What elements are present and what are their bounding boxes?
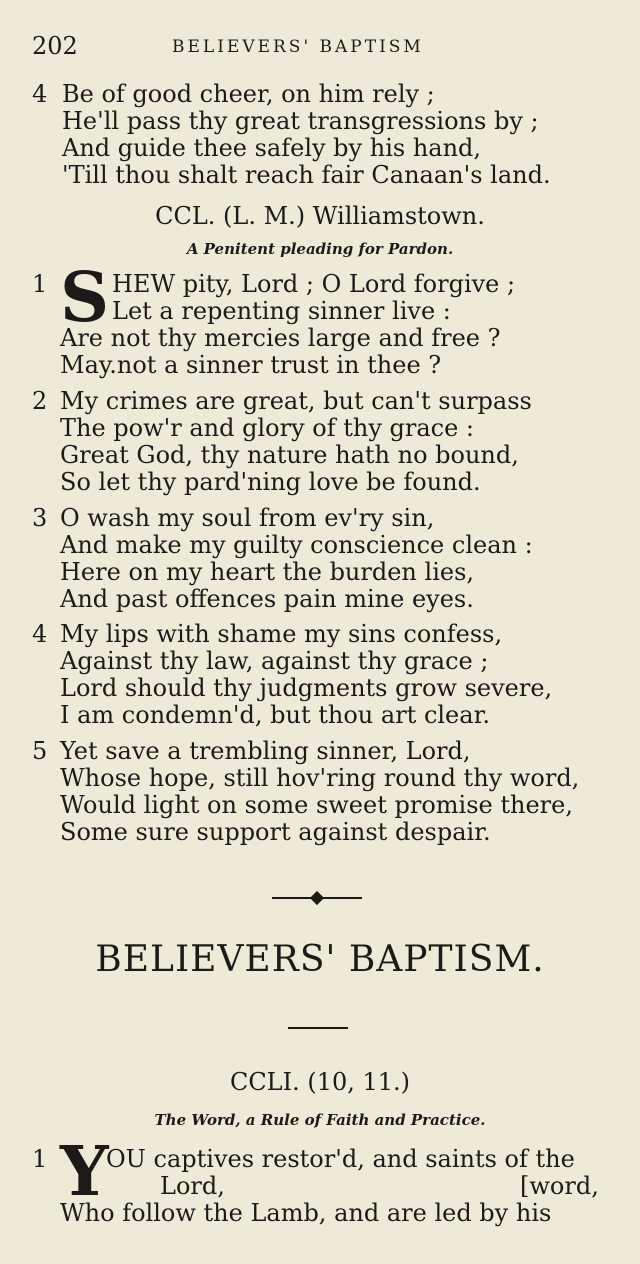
verse-line: May.not a sinner trust in thee ? (60, 351, 442, 379)
stanza-number: 2 (32, 387, 48, 415)
page-number: 202 (32, 32, 78, 60)
verse-line: Let a repenting sinner live : (112, 297, 451, 325)
verse-line: Against thy law, against thy grace ; (60, 647, 489, 675)
verse-line: O wash my soul from ev'ry sin, (60, 504, 435, 532)
verse-line: 'Till thou shalt reach fair Canaan's land. (62, 161, 551, 189)
verse-line: Lord should thy judgments grow severe, (60, 674, 553, 702)
hymn-subtitle: The Word, a Rule of Faith and Practice. (154, 1111, 486, 1129)
hymn-subtitle: A Penitent pleading for Pardon. (186, 240, 454, 258)
hymn-heading: CCL. (L. M.) Williamstown. (155, 202, 485, 230)
verse-line: Great God, thy nature hath no bound, (60, 441, 519, 469)
verse-line: My lips with shame my sins confess, (60, 620, 503, 648)
drop-cap: S (60, 258, 110, 338)
running-title: BELIEVERS' BAPTISM (172, 37, 424, 57)
verse-line: Some sure support against despair. (60, 818, 491, 846)
verse-line: I am condemn'd, but thou art clear. (60, 701, 491, 729)
drop-cap: Y (60, 1132, 109, 1212)
section-rule (288, 1027, 348, 1029)
stanza-number: 4 (32, 80, 48, 108)
verse-line: He'll pass thy great transgressions by ; (62, 107, 539, 135)
ornament-rule-right (322, 897, 362, 899)
verse-line: The pow'r and glory of thy grace : (60, 414, 475, 442)
verse-line: HEW pity, Lord ; O Lord forgive ; (112, 270, 516, 298)
verse-line: Lord, (160, 1172, 225, 1200)
verse-line: Who follow the Lamb, and are led by his (60, 1199, 552, 1227)
verse-line: My crimes are great, but can't surpass (60, 387, 532, 415)
stanza-number: 3 (32, 504, 48, 532)
stanza-number: 1 (32, 270, 48, 298)
stanza-number: 5 (32, 737, 48, 765)
verse-turnover: [word, (520, 1172, 599, 1200)
verse-line: Are not thy mercies large and free ? (60, 324, 501, 352)
verse-line: Would light on some sweet promise there, (60, 791, 573, 819)
verse-line: Yet save a trembling sinner, Lord, (60, 737, 471, 765)
verse-line: Whose hope, still hov'ring round thy word, (60, 764, 580, 792)
section-title: BELIEVERS' BAPTISM. (95, 939, 545, 980)
verse-line: Here on my heart the burden lies, (60, 558, 475, 586)
stanza-number: 1 (32, 1145, 48, 1173)
ornament-rule-left (272, 897, 312, 899)
verse-line: Be of good cheer, on him rely ; (62, 80, 435, 108)
hymn-heading: CCLI. (10, 11.) (229, 1068, 411, 1096)
stanza-number: 4 (32, 620, 48, 648)
verse-line: So let thy pard'ning love be found. (60, 468, 481, 496)
verse-line: And guide thee safely by his hand, (62, 134, 482, 162)
page-header (32, 32, 600, 62)
verse-line: And make my guilty conscience clean : (60, 531, 533, 559)
verse-line: OU captives restor'd, and saints of the (106, 1145, 575, 1173)
verse-line: And past offences pain mine eyes. (60, 585, 474, 613)
